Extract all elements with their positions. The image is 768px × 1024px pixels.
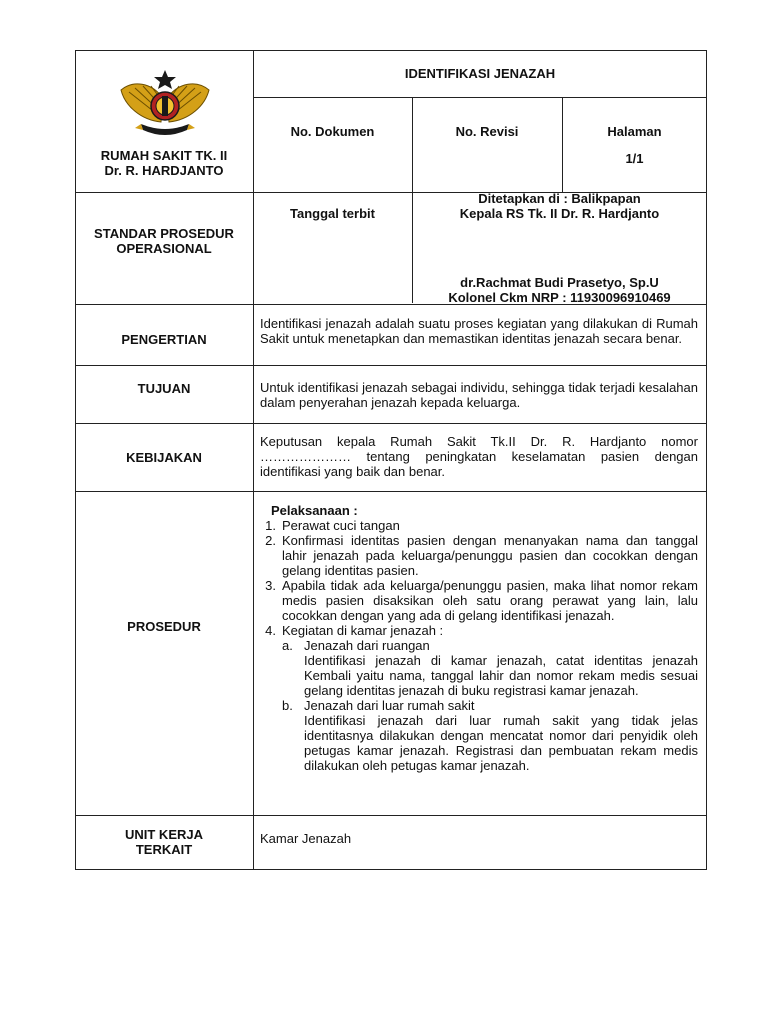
sub-item-a-text: Identifikasi jenazah di kamar jenazah, catat identitas jenazah Kembali yaitu nama, tanggal lahir dan nomor rekam medis sesuai gelang identitas jenazah di buku registrasi kamar jenazah. [304, 653, 698, 698]
signer-name: dr.Rachmat Budi Prasetyo, Sp.U [460, 275, 659, 290]
doc-no-label: No. Dokumen [290, 124, 375, 139]
page-value: 1/1 [625, 151, 644, 166]
tujuan-label: TUJUAN [137, 381, 191, 396]
row-divider-4 [75, 423, 707, 424]
list-item-text: Kegiatan di kamar jenazah : [282, 623, 444, 638]
list-item-number: 4. [265, 623, 276, 638]
list-item-number: 3. [265, 578, 276, 593]
sub-item-b-text: Identifikasi jenazah dari luar rumah sakit yang tidak jelas identitasnya dilakukan dengan mencatat nomor dari penyidik oleh petugas kamar jenazah. Registrasi dan pembuatan rekam medis dilakukan oleh petugas kamar jenazah. [304, 713, 698, 773]
institution-line-2: Dr. R. HARDJANTO [104, 163, 224, 178]
pengertian-text: Identifikasi jenazah adalah suatu proses kegiatan yang dilakukan di Rumah Sakit untuk menetapkan dan memastikan identitas jenazah secara benar. [260, 316, 698, 346]
unit-label-line-1: UNIT KERJA [124, 827, 203, 842]
header-divider-2 [562, 97, 563, 192]
page-label: Halaman [607, 124, 662, 139]
list-item [260, 533, 698, 578]
set-at: Ditetapkan di : Balikpapan [478, 191, 641, 206]
hospital-emblem-icon [115, 68, 215, 140]
border-top [75, 50, 707, 51]
list-item [260, 623, 698, 638]
row-divider-5 [75, 491, 707, 492]
list-item-text: Konfirmasi identitas pasien dengan menanyakan nama dan tanggal lahir jenazah pada keluarga/penunggu pasien dan cocokkan dengan gelang identitas pasien. [282, 533, 698, 578]
tujuan-text: Untuk identifikasi jenazah sebagai individu, sehingga tidak terjadi kesalahan dalam penyerahan jenazah kepada keluarga. [260, 380, 698, 410]
border-bottom [75, 869, 707, 870]
sub-item-letter: b. [282, 698, 293, 713]
prosedur-content [260, 503, 698, 773]
sop-label-line-1: STANDAR PROSEDUR [94, 226, 234, 241]
sub-item-title: Jenazah dari ruangan [304, 638, 430, 653]
signer-rank: Kolonel Ckm NRP : 11930096910469 [448, 290, 671, 305]
sub-item-b [260, 698, 698, 713]
unit-text: Kamar Jenazah [260, 831, 352, 846]
unit-label-line-2: TERKAIT [135, 842, 193, 857]
prosedur-label: PROSEDUR [127, 619, 201, 634]
kebijakan-label: KEBIJAKAN [126, 450, 202, 465]
border-right [706, 50, 707, 870]
row-divider-6 [75, 815, 707, 816]
signer-block [412, 275, 707, 305]
list-item-number: 1. [265, 518, 276, 533]
list-item-text: Apabila tidak ada keluarga/penunggu pasien, maka lihat nomor rekam medis pasien disaksikan oleh satu orang perawat yang lain, lalu cocokkan dengan yang ada di gelang identifikasi jenazah. [282, 578, 698, 623]
list-item [260, 518, 698, 533]
row-divider-3 [75, 365, 707, 366]
sub-item-a [260, 638, 698, 653]
institution-name [75, 148, 253, 178]
list-item-number: 2. [265, 533, 276, 548]
list-item-text: Perawat cuci tangan [282, 518, 400, 533]
set-by: Kepala RS Tk. II Dr. R. Hardjanto [459, 206, 660, 221]
pengertian-label: PENGERTIAN [121, 332, 207, 347]
revision-label: No. Revisi [455, 124, 519, 139]
prosedur-heading: Pelaksanaan : [271, 503, 358, 518]
sop-label [75, 226, 253, 256]
sub-item-letter: a. [282, 638, 293, 653]
sop-label-line-2: OPERASIONAL [116, 241, 212, 256]
title-divider [253, 97, 707, 98]
kebijakan-text: Keputusan kepala Rumah Sakit Tk.II Dr. R. Hardjanto nomor ………………… tentang peningkatan keselamatan pasien dengan identifikasi yang baik dan benar. [260, 434, 698, 479]
approval-block [412, 191, 707, 221]
institution-line-1: RUMAH SAKIT TK. II [100, 148, 228, 163]
sub-item-title: Jenazah dari luar rumah sakit [304, 698, 475, 713]
issue-date-label: Tanggal terbit [290, 206, 375, 221]
column-divider [253, 50, 254, 870]
list-item [260, 578, 698, 623]
unit-label [75, 827, 253, 857]
document-title: IDENTIFIKASI JENAZAH [404, 66, 556, 81]
